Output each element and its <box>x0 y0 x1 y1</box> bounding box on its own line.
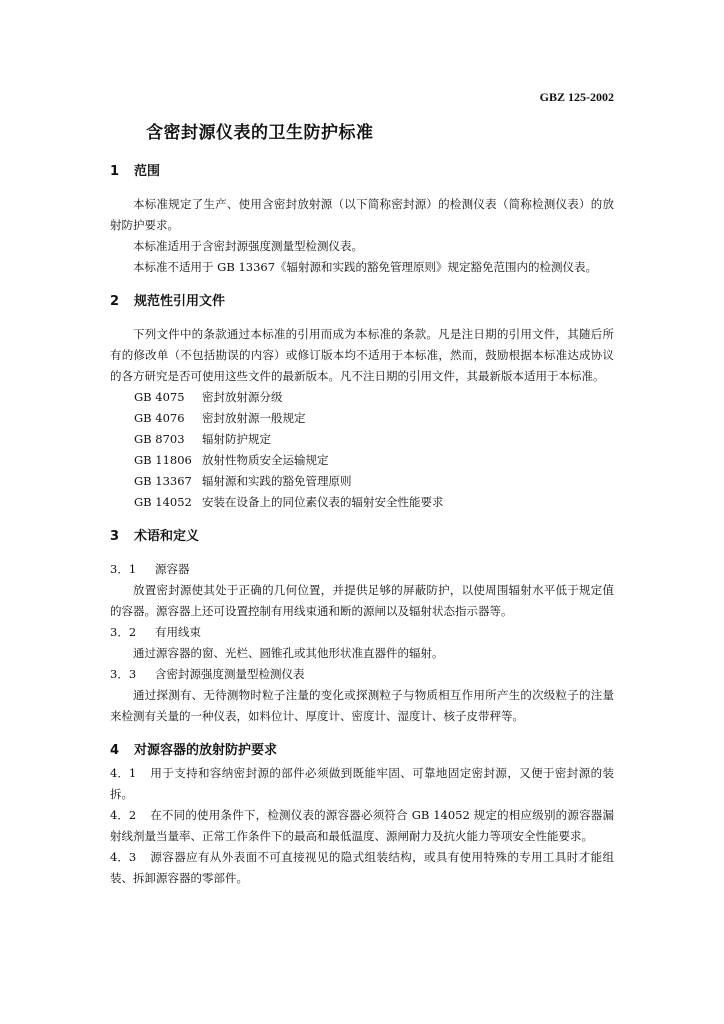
reference-code: GB 13367 <box>134 474 192 488</box>
reference-name: 安装在设备上的同位素仪表的辐射安全性能要求 <box>202 495 444 509</box>
term-heading <box>110 559 614 580</box>
term-definition: 放置密封源使其处于正确的几何位置，并提供足够的屏蔽防护，以使周围辐射水平低于规定值的容器。源容器上还可设置控制有用线束通和断的源闸以及辐射状态指示器等。 <box>110 583 614 618</box>
term-heading <box>110 622 614 643</box>
term-number: 3．3 <box>110 667 137 681</box>
section-title: 对源容器的放射防护要求 <box>134 743 278 758</box>
reference-name: 密封放射源一般规定 <box>202 411 306 425</box>
reference-item <box>110 408 614 429</box>
term-number: 3．2 <box>110 625 137 639</box>
reference-name: 放射性物质安全运输规定 <box>202 453 329 467</box>
section-number: 2 <box>110 294 120 309</box>
term-name: 源容器 <box>155 562 190 576</box>
document-body <box>110 160 614 889</box>
reference-item <box>110 492 614 513</box>
clause <box>110 847 614 889</box>
paragraph: 下列文件中的条款通过本标准的引用而成为本标准的条款。凡是注日期的引用文件，其随后所有的修改单（不包括勘误的内容）或修订版本均不适用于本标准，然而，鼓励根据本标准达成协议的各方研究是否可使用这些文件的最新版本。凡不注日期的引用文件，其最新版本适用于本标准。 <box>110 327 614 383</box>
term-definition: 通过探测有、无待测物时粒子注量的变化或探测粒子与物质相互作用所产生的次级粒子的注量来检测有关量的一种仪表，如料位计、厚度计、密度计、湿度计、核子皮带秤等。 <box>110 688 614 723</box>
reference-list <box>110 387 614 513</box>
term-number: 3．1 <box>110 562 137 576</box>
reference-item <box>110 471 614 492</box>
clause-number: 4．1 <box>110 766 137 780</box>
reference-item <box>110 450 614 471</box>
reference-name: 辐射源和实践的豁免管理原则 <box>202 474 352 488</box>
section-heading-scope <box>110 160 614 184</box>
term-definition: 通过源容器的窗、光栏、圆锥孔或其他形状准直器件的辐射。 <box>133 646 444 660</box>
section-heading-terms-definitions <box>110 525 614 549</box>
document-title: 含密封源仪表的卫生防护标准 <box>146 123 374 143</box>
section-number: 3 <box>110 529 120 544</box>
paragraph: 本标准不适用于 GB 13367《辐射源和实践的豁免管理原则》规定豁免范围内的检测仪表。 <box>133 260 598 274</box>
section-number: 1 <box>110 164 120 179</box>
section-title: 术语和定义 <box>134 529 200 544</box>
reference-name: 密封放射源分级 <box>202 390 283 404</box>
term-name: 有用线束 <box>155 625 201 639</box>
clause-text: 源容器应有从外表面不可直接视见的隐式组装结构，或具有使用特殊的专用工具时才能组装、拆卸源容器的零部件。 <box>110 850 614 885</box>
reference-name: 辐射防护规定 <box>202 432 271 446</box>
section-number: 4 <box>110 743 120 758</box>
standard-code: GBZ 125-2002 <box>539 90 614 104</box>
paragraph: 本标准适用于含密封源强度测量型检测仪表。 <box>133 239 363 253</box>
clause-number: 4．3 <box>110 850 137 864</box>
term-heading <box>110 664 614 685</box>
section-heading-source-container-requirements <box>110 739 614 763</box>
reference-code: GB 8703 <box>134 432 185 446</box>
reference-code: GB 14052 <box>134 495 192 509</box>
reference-code: GB 4076 <box>134 411 185 425</box>
clause <box>110 805 614 847</box>
term-name: 含密封源强度测量型检测仪表 <box>155 667 305 681</box>
clause-number: 4．2 <box>110 808 137 822</box>
reference-code: GB 11806 <box>134 453 192 467</box>
reference-item <box>110 429 614 450</box>
clause <box>110 763 614 805</box>
reference-code: GB 4075 <box>134 390 185 404</box>
clause-text: 用于支持和容纳密封源的部件必须做到既能牢固、可靠地固定密封源，又便于密封源的装拆。 <box>110 766 614 801</box>
section-title: 范围 <box>134 164 161 179</box>
reference-item <box>110 387 614 408</box>
clause-text: 在不同的使用条件下，检测仪表的源容器必须符合 GB 14052 规定的相应级别的源容器漏射线剂量当量率、正常工作条件下的最高和最低温度、源闸耐力及抗火能力等项安全性能要求。 <box>110 808 614 843</box>
section-title: 规范性引用文件 <box>134 294 226 309</box>
section-heading-normative-references <box>110 290 614 314</box>
paragraph: 本标准规定了生产、使用含密封放射源（以下简称密封源）的检测仪表（简称检测仪表）的放射防护要求。 <box>110 197 614 232</box>
